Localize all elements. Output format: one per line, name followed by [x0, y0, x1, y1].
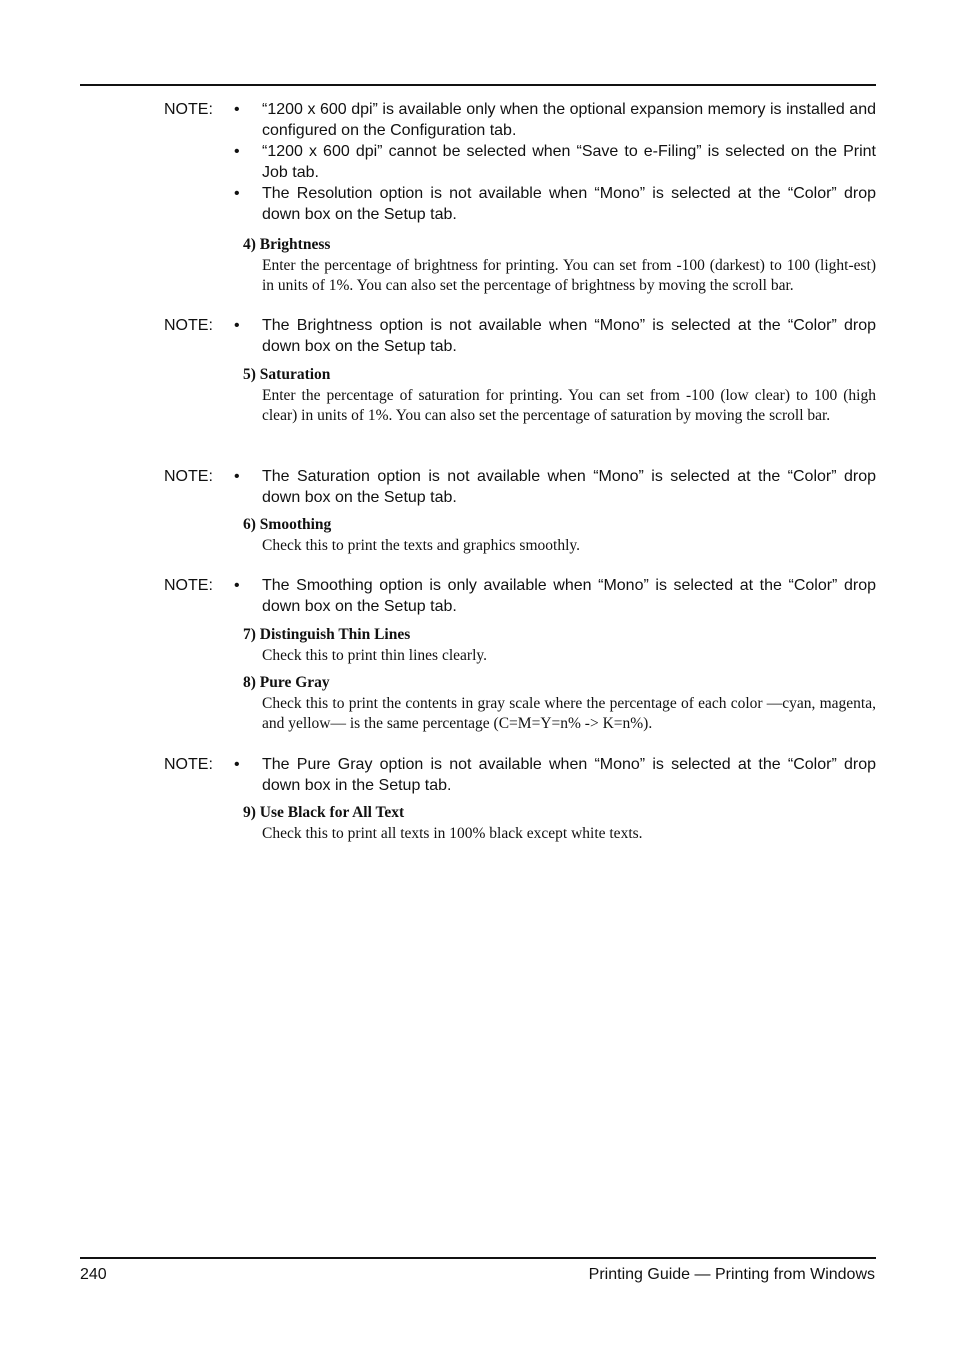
- section-heading: 8) Pure Gray: [243, 674, 330, 691]
- section-distinguish-thin-lines: [243, 625, 876, 666]
- note-text: The Smoothing option is only available when “Mono” is selected at the “Color” drop down box on the Setup tab.: [262, 577, 876, 615]
- list-item: [164, 466, 876, 508]
- section-heading: 6) Smoothing: [243, 516, 332, 533]
- list-item: [164, 99, 876, 141]
- header-rule: [80, 84, 876, 86]
- note-label: NOTE:: [164, 101, 213, 118]
- list-item: [164, 575, 876, 617]
- section-heading: 4) Brightness: [243, 236, 331, 253]
- section-heading: 5) Saturation: [243, 366, 331, 383]
- section-pure-gray: [243, 673, 876, 735]
- list-item: [164, 754, 876, 796]
- note-label: NOTE:: [164, 577, 213, 594]
- page-number: 240: [80, 1266, 107, 1283]
- note-text: The Resolution option is not available when “Mono” is selected at the “Color” drop down box on the Setup tab.: [262, 185, 876, 223]
- note-text: “1200 x 600 dpi” is available only when the optional expansion memory is installed and configured on the Configuration tab.: [262, 101, 876, 139]
- footer-rule: [80, 1257, 876, 1259]
- note-label: NOTE:: [164, 317, 213, 334]
- note-resolution: [164, 99, 876, 225]
- section-heading: 9) Use Black for All Text: [243, 804, 405, 821]
- note-saturation: [164, 466, 876, 508]
- section-body: Enter the percentage of brightness for printing. You can set from -100 (darkest) to 100 (light-est) in units of 1%. You can also set the percentage of brightness by moving the scroll bar.: [262, 256, 876, 294]
- list-item: [164, 141, 876, 183]
- bullet-icon: •: [234, 317, 240, 334]
- section-body: Check this to print all texts in 100% black except white texts.: [262, 824, 643, 842]
- list-item: [164, 183, 876, 225]
- bullet-icon: •: [234, 577, 240, 594]
- note-text: The Pure Gray option is not available when “Mono” is selected at the “Color” drop down box in the Setup tab.: [262, 756, 876, 794]
- note-pure-gray: [164, 754, 876, 796]
- bullet-icon: •: [234, 101, 240, 118]
- bullet-icon: •: [234, 756, 240, 773]
- footer-title: Printing Guide — Printing from Windows: [588, 1266, 875, 1283]
- note-label: NOTE:: [164, 756, 213, 773]
- section-smoothing: [243, 515, 876, 556]
- note-text: The Brightness option is not available when “Mono” is selected at the “Color” drop down box on the Setup tab.: [262, 317, 876, 355]
- note-text: The Saturation option is not available when “Mono” is selected at the “Color” drop down box on the Setup tab.: [262, 468, 876, 506]
- section-body: Check this to print the texts and graphics smoothly.: [262, 536, 580, 554]
- section-saturation: [243, 365, 876, 427]
- section-body: Enter the percentage of saturation for printing. You can set from -100 (low clear) to 100 (high clear) in units of 1%. You can also set the percentage of saturation by moving the scroll bar.: [262, 386, 876, 424]
- note-label: NOTE:: [164, 468, 213, 485]
- section-use-black-for-all-text: [243, 803, 876, 844]
- note-smoothing: [164, 575, 876, 617]
- section-body: Check this to print thin lines clearly.: [262, 646, 487, 664]
- note-brightness: [164, 315, 876, 357]
- note-text: “1200 x 600 dpi” cannot be selected when “Save to e-Filing” is selected on the Print Job tab.: [262, 143, 876, 181]
- bullet-icon: •: [234, 468, 240, 485]
- section-heading: 7) Distinguish Thin Lines: [243, 626, 411, 643]
- section-brightness: [243, 235, 876, 297]
- list-item: [164, 315, 876, 357]
- bullet-icon: •: [234, 185, 240, 202]
- bullet-icon: •: [234, 143, 240, 160]
- section-body: Check this to print the contents in gray scale where the percentage of each color —cyan, magenta, and yellow— is the same percentage (C=M=Y=n% -> K=n%).: [262, 694, 876, 732]
